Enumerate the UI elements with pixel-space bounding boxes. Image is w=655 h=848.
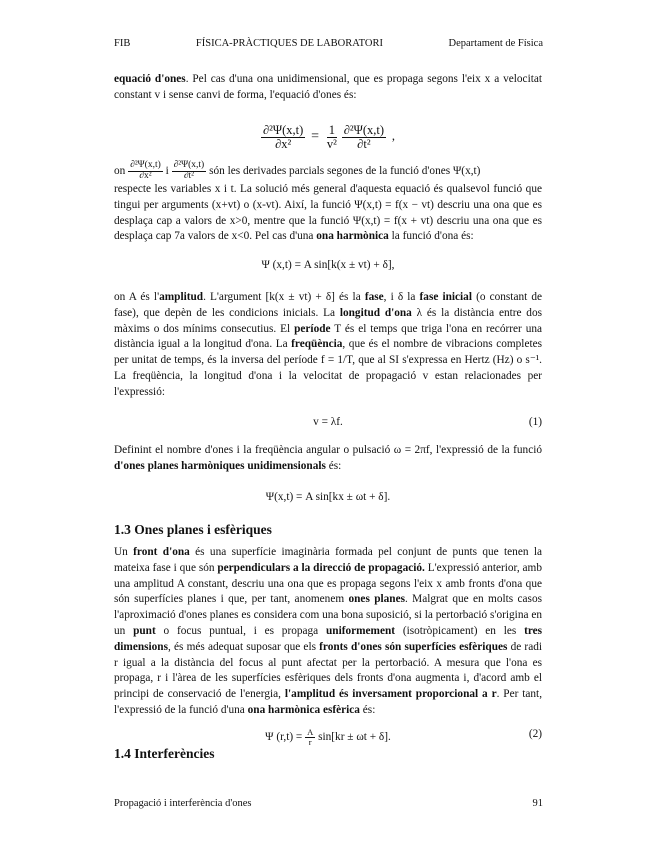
header-center: FÍSICA-PRÀCTIQUES DE LABORATORI [195,38,383,49]
para2-bold: ona harmònica [316,230,389,243]
section-1-3 [114,522,542,538]
para5-b2: perpendiculars a la direcció de propagació. [217,561,425,574]
para3-b3: fase inicial [419,291,472,303]
paragraph-wavefronts [114,545,542,719]
paragraph-amplitude [114,290,542,401]
plane-wave-equation: Ψ(x,t) = A sin[kx ± ωt + δ]. [265,491,391,503]
para5-s10: és: [362,703,376,716]
section-1-3-title: 1.3 Ones planes i esfèriques [114,522,272,537]
section-1-4-title: 1.4 Interferències [114,746,215,761]
para5-s3: L'expressió anterior, amb una amplitud A constant, descriu una ona que es propaga segons l'eix x amb fronts d'ona que són superfícies planes i que, per tant, anomenem [114,561,542,606]
section-1-4 [114,746,542,762]
para3-s4: (o constant de fase), que depèn de les condicions inicials. La [114,291,543,319]
para3-b1: amplitud [159,291,204,303]
para4-s2: és: [328,459,342,472]
header-left: FIB [114,38,131,49]
page-footer [114,798,543,809]
footer-left: Propagació i interferència d'ones [114,798,252,809]
intro-paragraph [114,72,542,104]
para5-s8: de radi r igual a la distància del focus al punt afectat per la pertorbació. A mesura que l'ona es propaga, r i l'àrea de les superfícies esfèriques dels fronts d'ona augmenta i, d'acord amb el principi de conservació de l'energia, [114,640,542,701]
para2-conj: i [165,165,169,177]
para2-f2-den: ∂t² [183,170,194,181]
para5-b1: front d'ona [133,546,190,558]
wave-eq-lhs-den: ∂x² [275,137,292,152]
para4-s1: Definint el nombre d'ones i la freqüència angular o pulsació ω = 2πf, l'expressió de la funció [114,444,542,456]
para2-f1-num: ∂²Ψ(x,t) [130,159,161,170]
wave-eq-rhs-num: ∂²Ψ(x,t) [343,123,385,137]
para2-text: respecte les variables x i t. La solució més general d'aquesta equació és qualsevol funció que tingui per arguments (x+vt) o (x-vt). Així, la funció Ψ(x,t) = f(x − vt) descriu una ona que es desplaça cap a valors de x>0, mentre que la funció Ψ(x,t) = f(x + vt) descriu una ona que es desplaça cap 7a valors de x<0. Pel cas d'una [114,183,542,243]
header-right: Departament de Física [448,38,543,49]
para2-tail: la funció d'ona és: [391,230,474,243]
para3-s6: T és el temps que triga l'ona en recórrer una distància igual a la longitud d'ona. La [114,322,543,351]
para5-s4: . Malgrat que en molts casos l'aproximació d'ones planes es considera com una bona suposició, si la pertorbació s'origina en un [114,593,542,637]
para5-b3: ones planes [348,593,405,606]
eq2-number: (2) [528,728,542,740]
para5-b9: ona harmònica esfèrica [247,703,360,716]
para5-s9: . Per tant, l'expressió de la funció d'una [114,688,543,716]
para3-s2: . L'argument [k(x ± vt) + δ] és la [203,291,361,303]
para5-s7: , és més adequat suposar que els [168,640,316,653]
wave-equation [114,124,542,151]
para3-s3: , i δ la [383,291,416,303]
para5-b4: punt [133,624,156,637]
para5-s6: (isotròpicament) en les [402,624,517,637]
eq2-post: sin[kr ± ωt + δ]. [318,731,391,744]
para3-b2: fase [364,291,384,303]
intro-bold: equació d'ones [114,73,186,85]
wave-eq-lhs-num: ∂²Ψ(x,t) [263,123,304,137]
harmonic-equation: Ψ (x,t) = A sin[k(x ± vt) + δ], [261,259,395,271]
para3-s5: λ és la distància entre dos màxims o dos mínims consecutius. El [114,306,543,335]
para3-b6: freqüència [291,338,343,351]
para3-s7: , que és el nombre de vibracions completes per unitat de temps, és la inversa del període f = 1/T, que al SI s'expressa en Hertz (Hz) o s⁻¹. La freqüència, la longitud d'ona i la velocitat de propagació v estan relacionades per l'expressió: [114,338,543,398]
eq2-frac-num: A [307,727,314,737]
para3-b4: longitud d'ona [339,306,412,319]
para5-b6: tres dimensions [114,624,543,653]
para3-b5: període [294,322,331,335]
eq1-number: (1) [528,416,542,428]
para2-line1-rest: són les derivades parcials segones de la funció d'ones Ψ(x,t) [209,165,481,177]
wave-eq-rhs-den: ∂t² [357,137,371,152]
para2-f2-num: ∂²Ψ(x,t) [173,159,205,170]
wave-eq-equals: = [311,129,320,145]
paragraph-derivatives [114,160,542,245]
para5-s1: Un [114,546,128,558]
para2-f1-den: ∂x² [139,170,152,181]
para3-s1: on A és l' [114,291,160,303]
para5-s2: és una superfície imaginària formada pel conjunt de punts que tenen la mateixa fase i que són [114,546,542,574]
para5-b5: uniformement [326,624,396,637]
page-number: 91 [532,798,543,809]
equation-1 [114,416,542,428]
para5-b8: l'amplitud és inversament proporcional a r [284,688,497,701]
equation-2 [114,728,542,747]
eq1-text: v = λf. [313,416,343,428]
wave-eq-coef-den: v² [326,137,337,152]
para5-s5: o focus puntual, i es propaga [163,624,319,637]
para4-b1: d'ones planes harmòniques unidimensionals [114,459,326,472]
para5-b7: fronts d'ones són superfícies esfèriques [319,640,508,653]
eq2-frac-den: r [308,736,312,747]
para2-on: on [114,165,126,177]
wave-eq-trail: , [391,129,395,144]
intro-text: . Pel cas d'una ona unidimensional, que es propaga segons l'eix x a velocitat constant v i sense canvi de forma, l'equació d'ones és: [114,73,543,101]
paragraph-wavenumber [114,443,542,475]
wave-eq-coef-num: 1 [328,123,336,137]
page-header [114,38,543,52]
eq2-pre: Ψ (r,t) = [265,731,303,744]
